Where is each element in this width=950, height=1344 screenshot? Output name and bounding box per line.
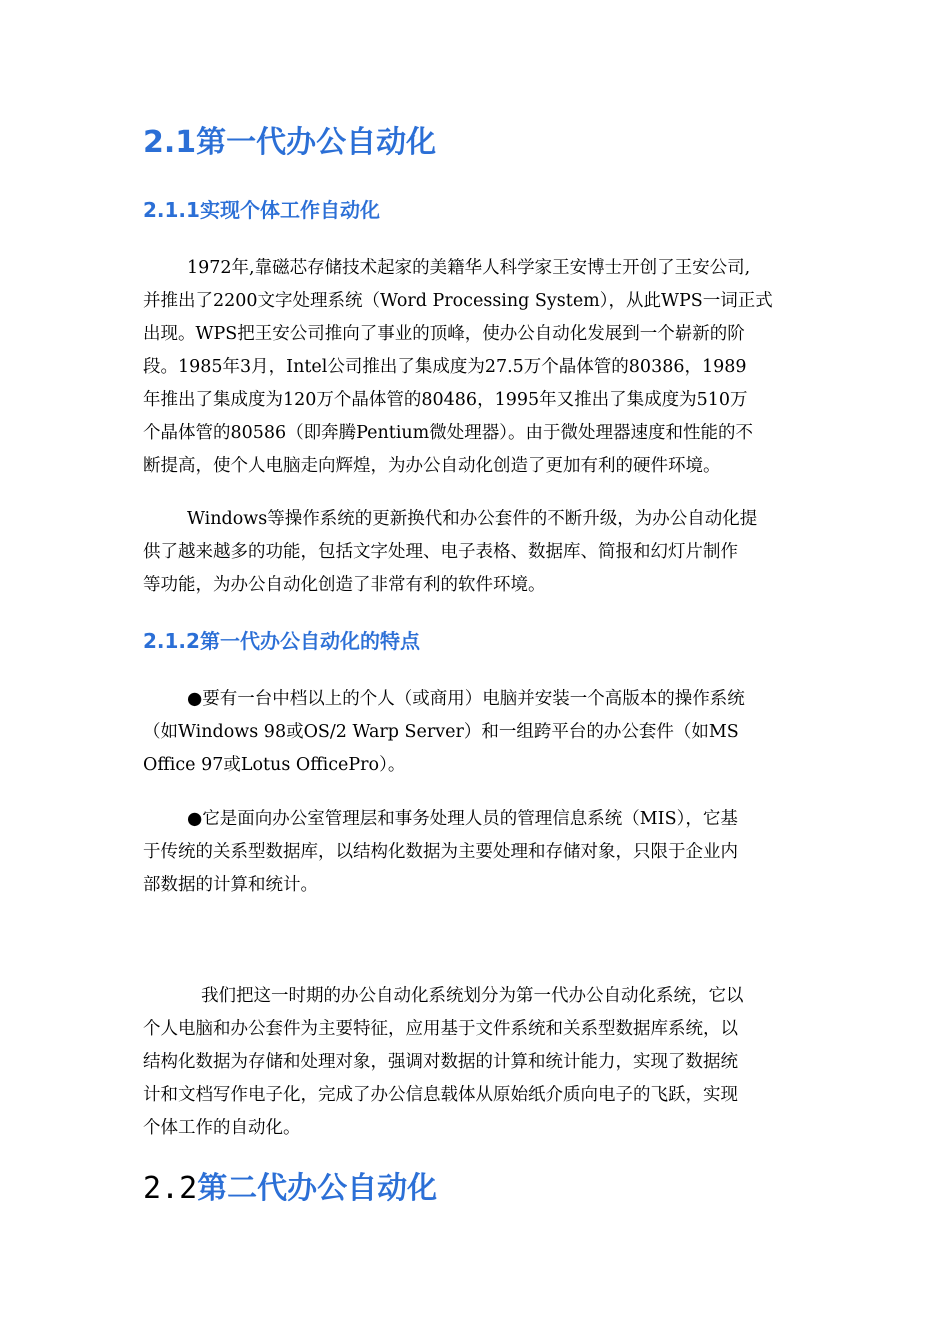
paragraph-line: 于传统的关系型数据库，以结构化数据为主要处理和存储对象，只限于企业内 [143, 842, 738, 862]
section-2-1-title-text: 2.1第一代办公自动化 [143, 125, 437, 160]
paragraph-line: ●要有一台中档以上的个人（或商用）电脑并安装一个高版本的操作系统 [187, 689, 745, 709]
section-2-1-2-title [143, 627, 420, 655]
section-2-2-title [143, 1169, 437, 1209]
paragraph-line: 断提高，使个人电脑走向辉煌，为办公自动化创造了更加有利的硬件环境。 [143, 456, 721, 476]
section-2-1-1-title [143, 196, 380, 224]
paragraph-line: 年推出了集成度为120万个晶体管的80486，1995年又推出了集成度为510万 [143, 390, 748, 410]
paragraph-line: 结构化数据为存储和处理对象，强调对数据的计算和统计能力，实现了数据统 [143, 1052, 738, 1072]
paragraph-line: 出现。WPS把王安公司推向了事业的顶峰，使办公自动化发展到一个崭新的阶 [143, 324, 745, 344]
paragraph-feature-mis [143, 803, 811, 902]
section-2-1-2-title-text: 2.1.2第一代办公自动化的特点 [143, 629, 420, 653]
paragraph-summary [143, 980, 811, 1145]
paragraph-line: 个人电脑和办公套件为主要特征，应用基于文件系统和关系型数据库系统，以 [143, 1019, 738, 1039]
paragraph-line: 1972年,靠磁芯存储技术起家的美籍华人科学家王安博士开创了王安公司, [187, 258, 751, 278]
paragraph-windows-software [143, 503, 811, 602]
section-2-2-title-number: 2.2 [143, 1171, 198, 1206]
paragraph-line: 供了越来越多的功能，包括文字处理、电子表格、数据库、简报和幻灯片制作 [143, 542, 738, 562]
section-2-1-title [143, 123, 436, 163]
paragraph-line: 部数据的计算和统计。 [143, 875, 318, 895]
paragraph-line: 我们把这一时期的办公自动化系统划分为第一代办公自动化系统，它以 [201, 986, 744, 1006]
section-2-2-title-text: 第二代办公自动化 [197, 1171, 438, 1206]
paragraph-line: （如Windows 98或OS/2 Warp Server）和一组跨平台的办公套件（如MS [143, 722, 739, 742]
paragraph-line: 等功能，为办公自动化创造了非常有利的软件环境。 [143, 575, 546, 595]
paragraph-line: 段。1985年3月，Intel公司推出了集成度为27.5万个晶体管的80386，1989 [143, 357, 747, 377]
paragraph-line: 个体工作的自动化。 [143, 1118, 301, 1138]
paragraph-line: Windows等操作系统的更新换代和办公套件的不断升级，为办公自动化提 [187, 509, 758, 529]
paragraph-line: 计和文档写作电子化，完成了办公信息载体从原始纸介质向电子的飞跃，实现 [143, 1085, 738, 1105]
paragraph-line: ●它是面向办公室管理层和事务处理人员的管理信息系统（MIS），它基 [187, 809, 738, 829]
section-2-1-1-title-text: 2.1.1实现个体工作自动化 [143, 198, 380, 222]
paragraph-line: 并推出了2200文字处理系统（Word Processing System），从此WPS一词正式 [143, 291, 773, 311]
paragraph-feature-hardware [143, 683, 811, 782]
paragraph-line: 个晶体管的80586（即奔腾Pentium微处理器）。由于微处理器速度和性能的不 [143, 423, 754, 443]
paragraph-line: Office 97或Lotus OfficePro）。 [143, 755, 406, 775]
paragraph-wang-history [143, 252, 811, 483]
